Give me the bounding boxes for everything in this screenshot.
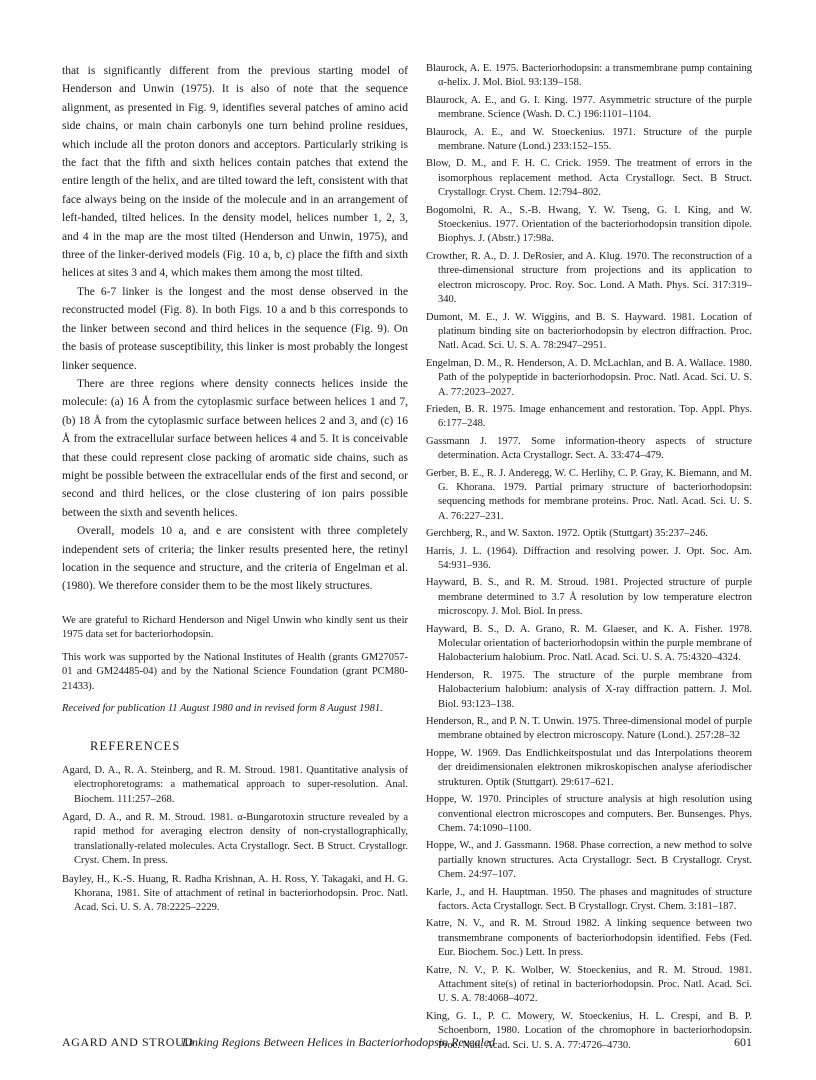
footer-authors: AGARD AND STROUD xyxy=(62,1035,194,1049)
reference-item: Crowther, R. A., D. J. DeRosier, and A. Klug. 1970. The reconstruction of a three-dimensional structure from projections and its application to electron microscopy. Proc. Roy. Soc. Lond. A Math. Phys. Sci. 317:319–340. xyxy=(426,250,752,306)
right-column xyxy=(426,62,752,1053)
reference-item: King, G. I., P. C. Mowery, W. Stoeckenius, H. L. Crespi, and B. P. Schoenborn, 1980. Location of the chromophore in bacteriorhodopsin. Proc. Natl. Acad. Sci. U. S. A. 77:4726–4730. xyxy=(426,1010,752,1051)
reference-item: Agard, D. A., and R. M. Stroud. 1981. α-Bungarotoxin structure revealed by a rapid method for averaging electron density of non-crystallographically, translationally-related molecules. Acta Crystallogr. Sect. B Struct. Crystallogr. Cryst. Chem. In press. xyxy=(62,812,408,867)
left-column xyxy=(62,62,408,916)
reference-item: Gerchberg, R., and W. Saxton. 1972. Optik (Stuttgart) 35:237–246. xyxy=(426,528,708,540)
reference-item: Blow, D. M., and F. H. C. Crick. 1959. The treatment of errors in the isomorphous replacement method. Acta Crystallogr. Sect. B Struct. Crystallogr. Cryst. Chem. 12:794–802. xyxy=(426,158,752,199)
page-number: 601 xyxy=(734,1035,752,1049)
reference-item: Agard, D. A., R. A. Steinberg, and R. M. Stroud. 1981. Quantitative analysis of electrophoretograms: a mathematical approach to super-resolution. Anal. Biochem. 111:257–268. xyxy=(62,764,408,805)
reference-item: Henderson, R., and P. N. T. Unwin. 1975. Three-dimensional model of purple membrane obtained by electron microscopy. Nature (Lond.). 257:28–32 xyxy=(426,716,752,742)
reference-item: Gerber, B. E., R. J. Anderegg, W. C. Herlihy, C. P. Gray, K. Biemann, and M. G. Khorana. 1979. Partial primary structure of bacteriorhodopsin: sequencing methods for membrane proteins. Proc. Natl. Acad. Sci. U. S. A. 76:227–231. xyxy=(426,467,752,522)
reference-item: Bayley, H., K.-S. Huang, R. Radha Krishnan, A. H. Ross, Y. Takagaki, and H. G. Khorana, 1981. Site of attachment of retinal in bacteriorhodopsin. Proc. Natl. Acad. Sci. U. S. A. 78:2225–2229. xyxy=(62,873,408,914)
funding-note: This work was supported by the National Institutes of Health (grants GM27057-01 and GM24485-04) and by the National Science Foundation (grant PCM80-21433). xyxy=(62,651,408,692)
reference-item: Dumont, M. E., J. W. Wiggins, and B. S. Hayward. 1981. Location of platinum binding site on bacteriorhodopsin by electron diffraction. Proc. Natl. Acad. Sci. U. S. A. 78:2947–2951. xyxy=(426,311,752,352)
reference-item: Blaurock, A. E., and G. I. King. 1977. Asymmetric structure of the purple membrane. Science (Wash. D. C.) 196:1101–1104. xyxy=(426,94,752,121)
reference-item: Hoppe, W. 1970. Principles of structure analysis at high resolution using conventional electron microscopes and computers. Ber. Bunsenges. Phys. Chem. 74:1090–1100. xyxy=(426,794,752,834)
received-date: Received for publication 11 August 1980 and in revised form 8 August 1981. xyxy=(62,703,383,715)
reference-item: Katre, N. V., P. K. Wolber, W. Stoeckenius, and R. M. Stroud. 1981. Attachment site(s) of retinal in bacteriorhodopsin. Proc. Natl. Acad. Sci. U. S. A. 78:4068–4072. xyxy=(426,964,752,1005)
footer-running-title: Linking Regions Between Helices in Bacteriorhodopsin Revealed xyxy=(182,1035,496,1049)
reference-item: Blaurock, A. E. 1975. Bacteriorhodopsin: a transmembrane pump containing α-helix. J. Mol. Biol. 93:139–158. xyxy=(426,63,752,89)
reference-item: Gassmann J. 1977. Some information-theory aspects of structure determination. Acta Crystallogr. Sect. A. 33:474–479. xyxy=(426,435,752,462)
reference-item: Hayward, B. S., D. A. Grano, R. M. Glaeser, and K. A. Fisher. 1978. Molecular orientation of bacteriorhodopsin within the purple membrane of Halobacterium halobium. Proc. Natl. Acad. Sci. U. S. A. 75:4320–4324. xyxy=(426,623,752,664)
references-heading: REFERENCES xyxy=(90,738,181,753)
reference-item: Hayward, B. S., and R. M. Stroud. 1981. Projected structure of purple membrane determined to 3.7 Å resolution by low temperature electron microscopy. J. Mol. Biol. In press. xyxy=(426,577,752,618)
body-paragraph-2: The 6-7 linker is the longest and the most dense observed in the reconstructed model (Fig. 8). In both Figs. 10 a and b this corresponds to the linker between second and third helices in the sequence (Fig. 9). On the basis of protease susceptibility, this linker is most probably the longest linker sequence. xyxy=(62,285,408,372)
reference-item: Frieden, B. R. 1975. Image enhancement and restoration. Top. Appl. Phys. 6:177–248. xyxy=(426,403,752,430)
reference-item: Blaurock, A. E., and W. Stoeckenius. 1971. Structure of the purple membrane. Nature (Lond.) 233:152–155. xyxy=(426,126,752,153)
reference-item: Harris, J. L. (1964). Diffraction and resolving power. J. Opt. Soc. Am. 54:931–936. xyxy=(426,545,752,571)
reference-item: Hoppe, W., and J. Gassmann. 1968. Phase correction, a new method to solve partially known structures. Acta Crystallogr. Sect. B Crystallogr. Cryst. Chem. 24:97–107. xyxy=(426,840,752,881)
body-paragraph-4: Overall, models 10 a, and e are consistent with three completely independent sets of criteria; the linker results presented here, the retinyl location in the sequence and structure, and the criteria of Engelman et al. (1980). We therefore consider them to be the most likely structures. xyxy=(62,525,408,593)
reference-item: Hoppe, W. 1969. Das Endlichkeitspostulat und das Interpolations theorem der dreidimensionalen elektronen mikroskopischen analyse aferiodischer strukturen. Optik (Stuttgart). 29:617–621. xyxy=(426,747,752,788)
body-paragraph-1: that is significantly different from the previous starting model of Henderson and Unwin (1975). It is also of note that the sequence alignment, as presented in Fig. 9, identifies several patches of amino acid side chains, or main chain carbonyls one turn behind proline residues, which include all the proton donors and acceptors. Particularly striking is the fact that the fifth and sixth helices contain patches that extend the entire length of the helix, and are tilted toward the left, consistent with that face always being on the inside of the molecule and in an arrangement of left-handed, tilted helices. In the density model, helices number 1, 2, 3, and 4 in the map are the most tilted (Henderson and Unwin, 1975), and three of the linker-derived models (Fig. 10 a, b, c) place the fifth and sixth helices at sites 3 and 4, which makes them among the most tilted. xyxy=(62,65,408,280)
reference-item: Engelman, D. M., R. Henderson, A. D. McLachlan, and B. A. Wallace. 1980. Path of the polypeptide in bacteriorhodopsin. Proc. Natl. Acad. Sci. U. S. A. 77:2023–2027. xyxy=(426,357,752,398)
acknowledgment: We are grateful to Richard Henderson and Nigel Unwin who kindly sent us their 1975 data set for bacteriorhodopsin. xyxy=(62,614,408,641)
reference-item: Katre, N. V., and R. M. Stroud 1982. A linking sequence between two transmembrane components of bacteriorhodopsin identified. Febs (Fed. Eur. Biochem. Soc.) Lett. In press. xyxy=(426,918,752,959)
reference-item: Bogomolni, R. A., S.-B. Hwang, Y. W. Tseng, G. I. King, and W. Stoeckenius. 1977. Orientation of the bacteriorhodopsin transition dipole. Biophys. J. (Abstr.) 17:98a. xyxy=(426,204,752,245)
reference-item: Karle, J., and H. Hauptman. 1950. The phases and magnitudes of structure factors. Acta Crystallogr. Sect. B Crystallogr. Cryst. Chem. 3:181–187. xyxy=(426,886,752,912)
body-paragraph-3: There are three regions where density connects helices inside the molecule: (a) 16 Å from the cytoplasmic surface between helices 1 and 7, (b) 18 Å from the cytoplasmic surface between helices 2 and 3, and (c) 16 Å from the extracellular surface between helices 4 and 5. It is conceivable that these could represent close packing of aromatic side chains, such as might be possible between the extracellular ends of the first and second, or second and third helices, or the close clustering of ion pairs possible between the sixth and seventh helices. xyxy=(62,377,408,519)
reference-item: Henderson, R. 1975. The structure of the purple membrane from Halobacterium halobium: analysis of X-ray diffraction pattern. J. Mol. Biol. 93:123–138. xyxy=(426,669,752,710)
